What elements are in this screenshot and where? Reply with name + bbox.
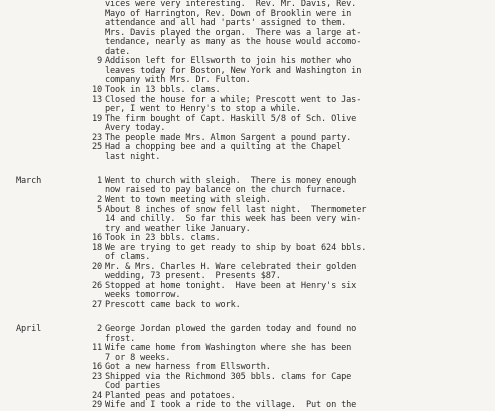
month-label: March [16,175,42,186]
day-number: 13 [91,94,102,105]
entry-text-line: vices were very interesting. Rev. Mr. Davis, Rev. [105,0,357,9]
entry-text-line: Took in 13 bbls. clams. [105,84,221,95]
entry-text-line: Mayo of Harrington, Rev. Down of Brooklin were in [105,8,352,19]
entry-text-line: Wife came home from Washington where she has been [105,343,352,354]
entry-text-line: Mr. & Mrs. Charles H. Ware celebrated their golden [105,261,357,272]
entry-text-line: attendance and all had 'parts' assigned to them. [105,18,347,29]
entry-text-line: Prescott came back to work. [105,300,241,310]
day-number: 27 [91,300,102,310]
day-number: 19 [91,113,102,124]
entry-text-line: Went to church with sleigh. There is money enough [105,175,357,186]
day-number: 16 [91,233,102,244]
entry-text-line: Had a chopping bee and a quilting at the Chapel [105,142,342,153]
day-number: 24 [91,390,102,401]
day-number: 1 [96,175,102,186]
day-number: 26 [91,280,102,291]
day-number: 16 [91,362,102,373]
day-number: 18 [91,242,102,253]
day-number: 29 [91,400,102,411]
entry-text-line: Shipped via the Richmond 305 bbls. clams for Cape [105,371,352,382]
entry-text-line: Mrs. Davis played the organ. There was a large at- [105,27,362,38]
day-number: 23 [91,132,102,143]
entry-text-line: company with Mrs. Dr. Fulton. [105,75,251,86]
entry-text-line: tendance, nearly as many as the house would accomo- [105,37,362,48]
entry-text-line: George Jordan plowed the garden today and found no [105,324,357,335]
entry-text-line: About 8 inches of snow fell last night. Thermometer [105,204,367,215]
day-number: 2 [96,194,102,205]
day-number: 23 [91,371,102,382]
entry-text-line: frost. [105,333,136,344]
entry-text-line: Planted peas and potatoes. [105,390,236,401]
day-number: 25 [91,142,102,153]
day-number: 5 [96,204,102,215]
entry-text-line: 7 or 8 weeks. [105,352,171,363]
entry-text-line: leaves today for Boston, New York and Washington in [105,65,362,76]
day-number: 11 [91,343,102,354]
entry-text-line: wedding, 73 present. Presents $87. [105,271,281,282]
entry-text-line: of clams. [105,252,151,263]
entry-text-line: try and weather like January. [105,223,251,234]
day-number: 9 [96,56,102,67]
entry-text-line: The firm bought of Capt. Haskill 5/8 of Sch. Olive [105,113,357,124]
entry-text-line: weeks tomorrow. [105,290,181,301]
entry-text-line: Wife and I took a ride to the village. Put on the [105,400,357,411]
month-label: April [16,324,42,335]
entry-text-line: Avery today. [105,123,166,134]
entry-text-line: last night. [105,151,161,162]
entry-text-line: Got a new harness from Ellsworth. [105,362,271,373]
entry-text-line: Stopped at home tonight. Have been at Henry's six [105,280,357,291]
entry-text-line: Took in 23 bbls. clams. [105,233,221,244]
entry-text-line: Cod parties [105,381,161,392]
day-number: 2 [96,324,102,335]
entry-text-line: Addison left for Ellsworth to join his mother who [105,56,352,67]
entry-text-line: The people made Mrs. Almon Sargent a pound party. [105,132,352,143]
day-number: 20 [91,261,102,272]
entry-text-line: date. [105,46,131,57]
entry-text-line: Went to town meeting with sleigh. [105,194,271,205]
entry-text-line: per, I went to Henry's to stop a while. [105,104,301,115]
entry-text-line: 14 and chilly. So far this week has been very win- [105,214,362,225]
entry-text-line: now raised to pay balance on the church furnace. [105,185,347,196]
entry-text-line: We are trying to get ready to ship by boat 624 bbls. [105,242,367,253]
day-number: 10 [91,84,102,95]
entry-text-line: Closed the house for a while; Prescott went to Jas- [105,94,362,105]
